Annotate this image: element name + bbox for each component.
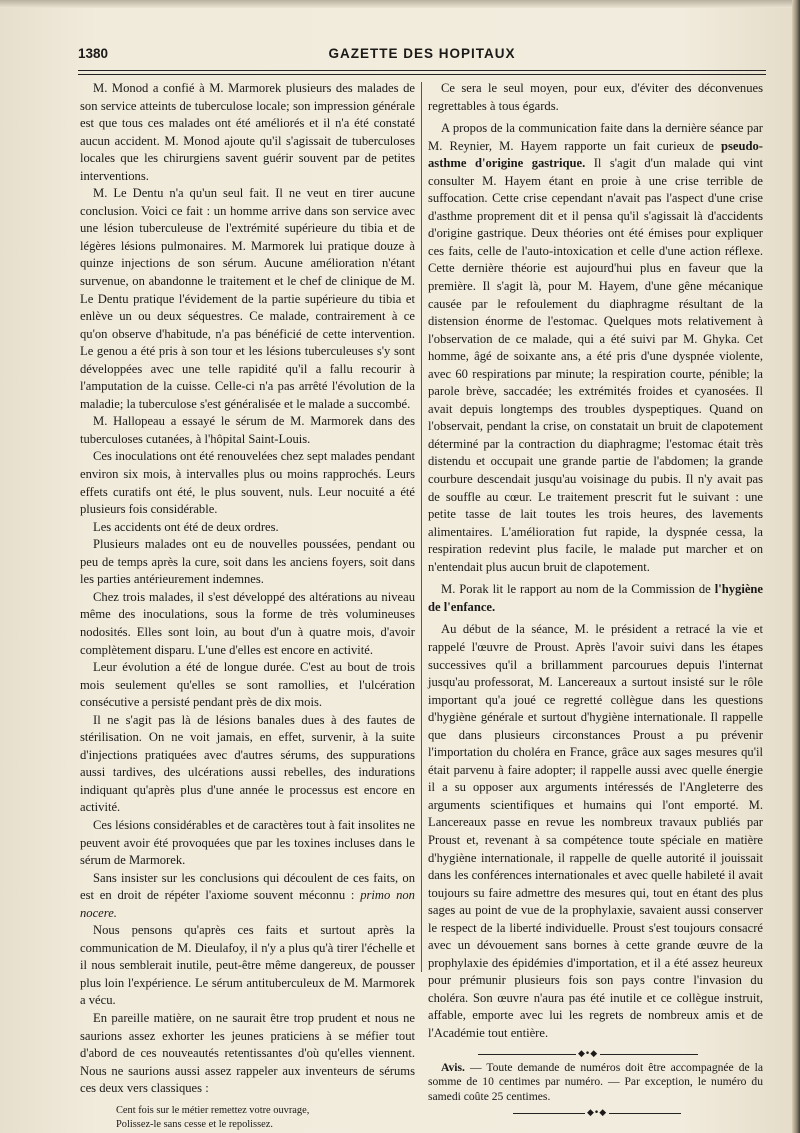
paragraph: Il ne s'agit pas là de lésions banales dues à des fautes de stérilisation. On ne voit jamais, en effet, survenir, à la suite d'injections pratiquées avec d'autres sérums, des suppurations aussi tardives, des ulcérations aussi rebelles, des indurations indiquant qu'après plus d'une année le processus est encore en activité. [80, 712, 415, 815]
paragraph: Ce sera le seul moyen, pour eux, d'éviter des déconvenues regrettables à tous égards. [428, 81, 763, 113]
latin-maxim: primo non nocere. [80, 888, 415, 920]
ornament-glyph: ◆•◆ [578, 1048, 598, 1059]
hayem-body: Il s'agit d'un malade qui vint consulter M. Hayem étant en proie à une crise terrible de suffocation. Cette crise cependant n'avait pas l'aspect d'une crise d'asthme proprement dit et il pensa qu'il s'agissait là d'accidents d'origine gastrique. Deux théories ont été émises pour expliquer ces faits, celle de l'auto-intoxication et celle d'une action réflexe. Cette dernière théorie est aujourd'hui plus en faveur que la première. Il s'agit là, pour M. Hayem, d'une gêne mécanique causée par le refoulement du diaphragme résultant de la distension énorme de l'estomac. Quelques mots relativement à l'observation de ce malade, qui a été suivi par M. Ghyka. Cet homme, âgé de soixante ans, a été pris d'une dyspnée violente, avec 60 respirations par minute; la respiration courte, pénible; la parole brève, saccadée; les extrémités froides et cyanosées. Il avait depuis longtemps des troubles dyspeptiques. Quand on l'observait, pendant la crise, on constatait un bruit de clapotement déterminé par la contraction du diaphragme; l'estomac était très distendu et occupait une grande partie de l'abdomen; la grande courbure descendait jusqu'au voisinage du pubis. Il n'y avait pas de souffle au cœur. Le traitement prescrit fut le suivant : une petite tasse de lait toutes les trois heures, des lavements alimentaires. L'amélioration fut rapide, la dyspnée cessa, la respiration redevint plus facile, le malade put marcher et on n'entendait plus aucun bruit de clapotement. [428, 156, 763, 574]
paragraph-primo-non-nocere [80, 870, 415, 923]
column-divider [421, 82, 422, 972]
ornament-separator [428, 1108, 763, 1120]
page-number: 1380 [78, 46, 109, 61]
separator-line [609, 1113, 681, 1114]
verse-line: Polissez-le sans cesse et le repolissez. [116, 1118, 273, 1130]
paragraph: M. Monod a confié à M. Marmorek plusieurs des malades de son service atteints de tuberculose locale; son impression générale est que tous ces malades ont été améliorés et il n'a été constaté aucun accident. M. Monod ajoute qu'il s'agissait de tuberculoses locales que les chirurgiens savent guérir souvent par de petites interventions. [80, 81, 415, 183]
verse-quote [116, 1104, 415, 1132]
right-column [428, 80, 763, 1120]
paragraph: Les accidents ont été de deux ordres. [93, 519, 279, 534]
paragraph: M. Le Dentu n'a qu'un seul fait. Il ne veut en tirer aucune conclusion. Voici ce fait : un homme arrive dans son service avec une lésion tuberculeuse de l'extrémité supérieure du tibia et de légères lésions pulmonaires. M. Marmorek lui pratique douze à quinze injections de son sérum. Aucune amélioration n'étant survenue, on abandonne le traitement et le chef de clinique de M. Le Dentu pratique l'évidement de la partie supérieure du tibia et enlève un ou deux séquestres. Ce malade, contrairement à ce qu'on observe d'habitude, n'a pas bénéficié de cette intervention. Le genou a été pris à son tour et les lésions tuberculeuses s'y sont développées avec une telle rapidité qu'il a fallu recourir à l'amputation de la cuisse. Celle-ci n'a pas arrêté l'évolution de la maladie; la tuberculose s'est généralisée et le malade a succombé. [80, 186, 415, 411]
verse-line: Cent fois sur le métier remettez votre ouvrage, [116, 1104, 310, 1116]
separator-line [478, 1054, 576, 1055]
separator-line [513, 1113, 585, 1114]
separator-line [600, 1054, 698, 1055]
hayem-intro: A propos de la communication faite dans la dernière séance par M. Reynier, M. Hayem rapporte un fait curieux de [428, 121, 763, 153]
page-top-edge [0, 0, 800, 8]
left-column [80, 80, 415, 1132]
ornament-separator [428, 1049, 763, 1061]
paragraph-proust: Au début de la séance, M. le président a retracé la vie et rappelé l'œuvre de Proust. Après l'avoir suivi dans les étapes successives qu'il a brillamment parcourues depuis l'internat jusqu'au professorat, M. Lancereaux a surtout insisté sur le rôle important qu'a joué ce regretté collègue dans les questions d'hygiène générale et surtout d'hygiène internationale. Il rappelle que dans plusieurs circonstances Proust a pu prévenir l'importation du choléra en France, grâce aux sages mesures qu'il était parvenu à faire adopter; il rappelle aussi avec quelle énergie il a su opposer aux arguments intéressés de l'Angleterre des arguments scientifiques et humains qui l'ont emporté. M. Lancereaux passe en revue les nombreux travaux publiés par Proust et, revenant à sa compétence toute spéciale en matière d'hygiène internationale, il rappelle de quelle autorité il jouissait dans les conférences internationales et avec quelle habileté il avait toujours su faire admettre des mesures qui, tout en étant des plus sages au point de vue de la prophylaxie, savaient aussi conserver le respect de la liberté individuelle. Proust s'est toujours consacré avec un dévouement sans bornes à cette grande œuvre de la prophylaxie des épidémies d'importation, et il a été assez heureux pour prémunir plusieurs fois son pays contre l'invasion du choléra. Son œuvre n'aura pas été inutile et ce collègue instruit, affable, emporte avec lui les regrets de nombreux amis et de l'Académie tout entière. [428, 622, 763, 1040]
header-rule-thin [78, 74, 766, 75]
journal-title: GAZETTE DES HOPITAUX [328, 46, 516, 61]
paragraph: Ces lésions considérables et de caractères tout à fait insolites ne peuvent avoir été provoquées que par les toxines incluses dans le sérum de Marmorek. [80, 817, 415, 868]
porak-text: M. Porak lit le rapport au nom de la Commission de [441, 582, 711, 597]
paragraph-porak [428, 581, 763, 616]
ornament-glyph: ◆•◆ [587, 1108, 607, 1119]
header-rule-thick [78, 70, 766, 71]
avis-label: Avis. [441, 1060, 465, 1074]
paragraph: Ces inoculations ont été renouvelées chez sept malades pendant environ six mois, à intervalles plus ou moins rapprochés. Leurs effets curatifs ont été, le plus souvent, nuls. Leur nocuité a été plusieurs fois considérable. [80, 449, 415, 517]
paragraph: Leur évolution a été de longue durée. C'est au bout de trois mois seulement qu'elles se sont ramollies, et l'ulcération consécutive a persisté pendant près de dix mois. [80, 660, 415, 710]
page-header [78, 44, 766, 66]
page-right-edge [792, 0, 800, 1133]
paragraph: Nous pensons qu'après ces faits et surtout après la communication de M. Dieulafoy, il n'y a plus qu'à tirer l'échelle et il nous semblerait inutile, peut-être même dangereux, de pousser plus loin l'expérience. Le sérum antituberculeux de M. Marmorek a vécu. [80, 923, 415, 1008]
primo-text: Sans insister sur les conclusions qui découlent de ces faits, on est en droit de répéter l'axiome souvent méconnu : [80, 870, 415, 903]
paragraph: Chez trois malades, il s'est développé des altérations au niveau même des inoculations, sous la forme de très volumineuses nodosités. Elles sont loin, au bout d'un à quatre mois, d'avoir complètement disparu. L'une d'elles est encore en activité. [80, 589, 415, 657]
paragraph: En pareille matière, on ne saurait être trop prudent et nous ne saurions assez exhorter les jeunes praticiens à se méfier tout d'abord de ces nouveautés retentissantes d'où qu'elles viennent. Nous ne saurions aussi assez rappeler aux inventeurs de sérums ces deux vers classiques : [80, 1010, 415, 1096]
avis-text: — Toute demande de numéros doit être accompagnée de la somme de 10 centimes par numéro. — Par exception, le numéro du samedi coûte 25 centimes. [428, 1060, 763, 1103]
paragraph: M. Hallopeau a essayé le sérum de M. Marmorek dans des tuberculoses cutanées, à l'hôpital Saint-Louis. [80, 414, 415, 446]
topic-heading-pseudo-asthme: pseudo-asthme d'origine gastrique. [428, 138, 763, 171]
topic-heading-hygiene-enfance: l'hygiène de l'enfance. [428, 582, 763, 614]
paragraph-hayem [428, 120, 763, 576]
notice-avis [428, 1061, 763, 1105]
paragraph: Plusieurs malades ont eu de nouvelles poussées, pendant ou peu de temps après la cure, soit dans les anciens foyers, soit dans les parties antérieurement indemnes. [80, 537, 415, 587]
